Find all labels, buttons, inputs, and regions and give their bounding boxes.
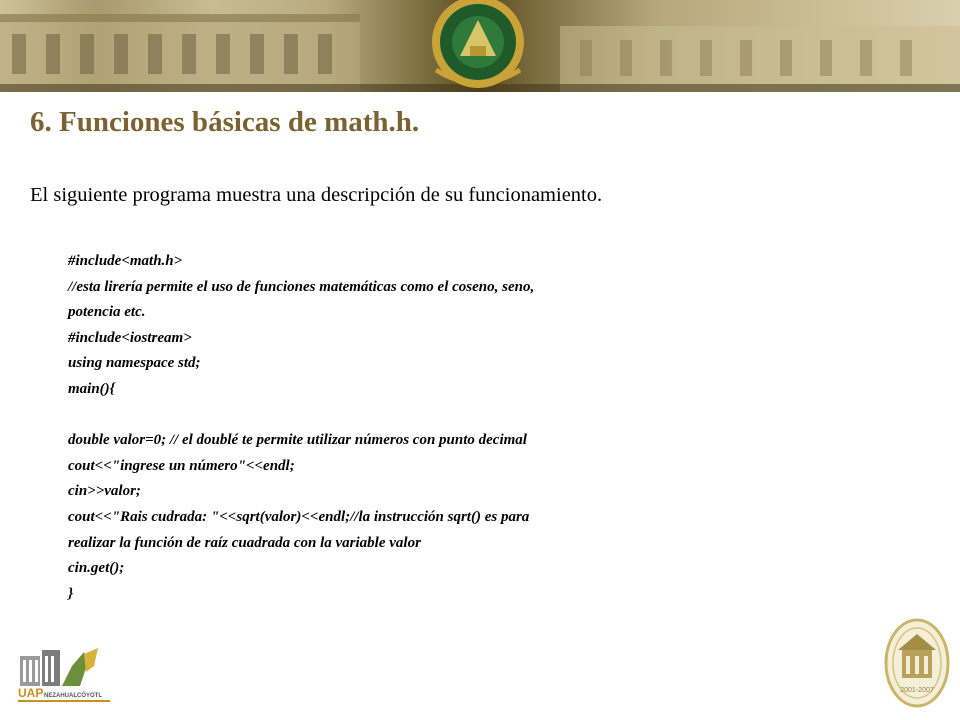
- code-line: cin>>valor;: [68, 483, 141, 500]
- code-line: #include<math.h>: [68, 253, 183, 269]
- code-line: }: [68, 585, 74, 602]
- code-line: cin.get();: [68, 560, 125, 577]
- code-line: potencia etc.: [68, 304, 146, 321]
- svg-text:NEZAHUALCÓYOTL: NEZAHUALCÓYOTL: [44, 693, 102, 699]
- svg-text:UAP: UAP: [18, 686, 44, 700]
- slide-title: 6. Funciones básicas de math.h.: [30, 106, 420, 138]
- anniversary-seal-icon: [884, 618, 950, 708]
- code-line: cout<<"ingrese un número"<<endl;: [68, 457, 295, 474]
- code-line: realizar la función de raíz cuadrada con la variable valor: [68, 534, 421, 551]
- svg-text:2001-2007: 2001-2007: [900, 687, 934, 694]
- building-photo-banner: [0, 0, 960, 92]
- code-line: #include<iostream>: [68, 329, 192, 346]
- header-banner: [0, 0, 960, 92]
- code-line: main(){: [68, 380, 115, 397]
- uap-logo-icon: [14, 646, 114, 706]
- code-line: [68, 403, 688, 429]
- university-crest-icon: [432, 0, 524, 88]
- intro-paragraph: El siguiente programa muestra una descripción de su funcionamiento.: [30, 184, 603, 206]
- code-listing: [68, 249, 688, 607]
- code-line: //esta lirería permite el uso de funciones matemáticas como el coseno, seno,: [68, 278, 535, 295]
- code-line: cout<<"Rais cudrada: "<<sqrt(valor)<<endl;//la instrucción sqrt() es para: [68, 508, 530, 525]
- code-line: double valor=0; // el doublé te permite utilizar números con punto decimal: [68, 432, 527, 449]
- code-line: using namespace std;: [68, 355, 201, 372]
